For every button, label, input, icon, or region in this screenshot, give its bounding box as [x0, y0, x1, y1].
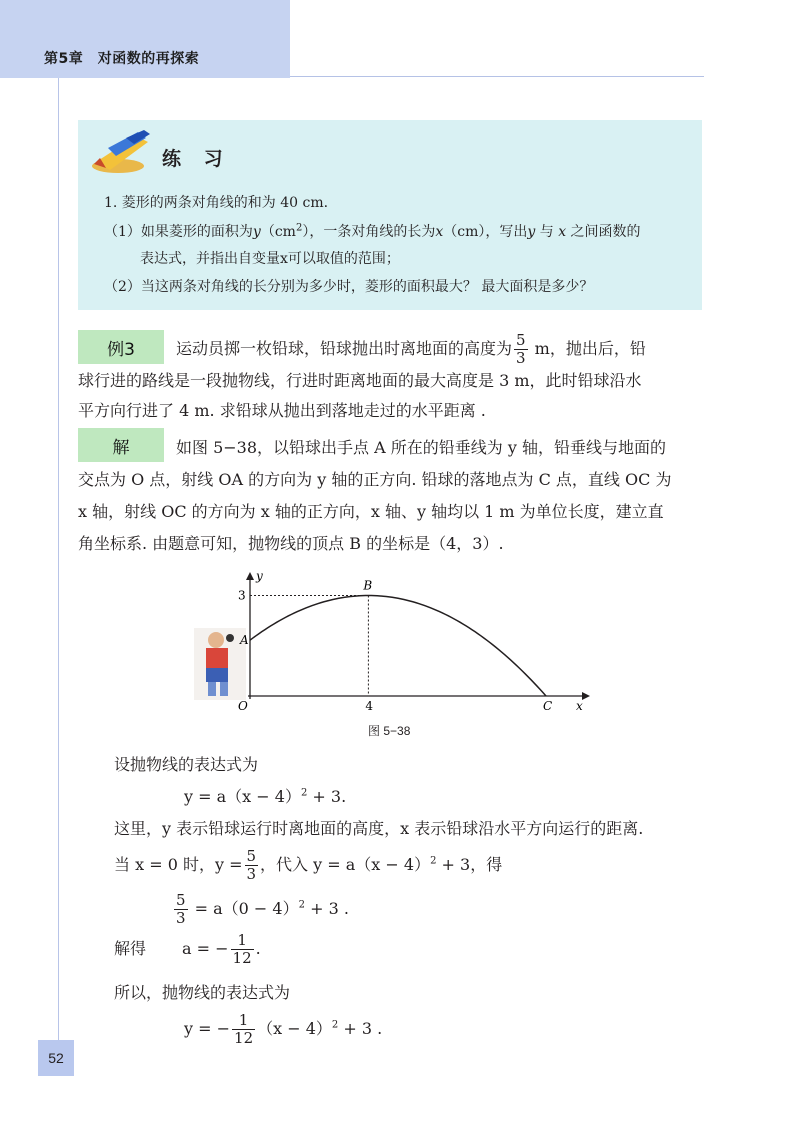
y-axis-arrow	[246, 572, 254, 580]
y-tick-3: 3	[238, 588, 246, 603]
solution-text-line-4: 角坐标系. 由题意可知，抛物线的顶点 B 的坐标是（4，3）.	[78, 534, 504, 553]
x-axis-arrow	[582, 692, 590, 700]
exercise-question-1-part-2: （2）当这两条对角线的长分别为多少时，菱形的面积最大？ 最大面积是多少？	[104, 279, 594, 295]
derivation-line-3: 这里，y 表示铅球运行时离地面的高度，x 表示铅球沿水平方向运行的距离.	[114, 819, 644, 838]
x-tick-4: 4	[365, 699, 374, 713]
derivation-formula-1: $y = a(x - 4)^2 + 3$.	[184, 787, 347, 806]
exercise-question-1-part-1-cont: 表达式，并指出自变量x可以取值的范围；	[140, 251, 400, 267]
derivation-line-6: 解得 a = − $\frac{1}{12}$ .	[114, 931, 261, 967]
exercise-box	[78, 120, 702, 310]
pencil-icon	[86, 128, 156, 178]
solution-text-line-2: 交点为 O 点，射线 OA 的方向为 y 轴的正方向. 铅球的落地点为 C 点，直线 OC 为	[78, 470, 672, 489]
shot-putter-illustration	[194, 628, 246, 700]
margin-rule	[58, 78, 59, 1040]
exercise-question-1-part-1: （1）如果菱形的面积为$y(cm^2)$，一条对角线的长为x（cm），写出y 与 x 之间函数的	[104, 222, 641, 240]
x-axis-label: x	[576, 699, 583, 713]
derivation-line-7: 所以，抛物线的表达式为	[114, 983, 291, 1002]
example-text-line-1: 运动员掷一枚铅球，铅球抛出时离地面的高度为 $\frac{5}{3}$ m，抛出后，铅	[176, 331, 646, 367]
point-a-label: A	[240, 633, 249, 648]
derivation-formula-2: $\frac{5}{3}$ = $a(0 - 4)^2 + 3$ .	[176, 891, 349, 927]
parabola-curve	[250, 596, 546, 697]
solution-label: 解	[78, 428, 164, 462]
y-axis-label: y	[256, 569, 263, 583]
figure-caption: 图 5−38	[368, 724, 411, 738]
derivation-line-4: 当 x = 0 时，y = $\frac{5}{3}$ ，代入 $y = a(x - 4)^2 + 3$，得	[114, 847, 503, 883]
chapter-title: 第5章 对函数的再探索	[44, 51, 200, 67]
example-text-line-3: 平方向行进了 4 m. 求铅球从抛出到落地走过的水平距离 .	[78, 401, 486, 420]
exercise-title: 练 习	[162, 148, 231, 170]
derivation-line-1: 设抛物线的表达式为	[114, 755, 259, 774]
derivation-formula-final: y = − $\frac{1}{12}$ $(x - 4)^2 + 3$ .	[184, 1011, 383, 1047]
example-label: 例3	[78, 330, 164, 364]
header-divider	[290, 76, 704, 77]
solution-text-line-3: x 轴，射线 OC 的方向为 x 轴的正方向，x 轴、y 轴均以 1 m 为单位长度，建立直	[78, 502, 664, 521]
point-b-label: B	[363, 578, 373, 593]
solution-text-line-1: 如图 5−38，以铅球出手点 A 所在的铅垂线为 y 轴，铅垂线与地面的	[176, 438, 666, 457]
fraction-5-3: $\frac{5}{3}$	[516, 331, 526, 367]
exercise-question-1: 1. 菱形的两条对角线的和为 40 cm.	[104, 195, 329, 211]
example-text-line-2: 球行进的路线是一段抛物线，行进时距离地面的最大高度是 3 m，此时铅球沿水	[78, 371, 642, 390]
origin-label: O	[238, 699, 248, 713]
point-c-label: C	[543, 699, 553, 713]
parabola-chart	[180, 568, 600, 718]
page-number: 52	[38, 1040, 74, 1076]
